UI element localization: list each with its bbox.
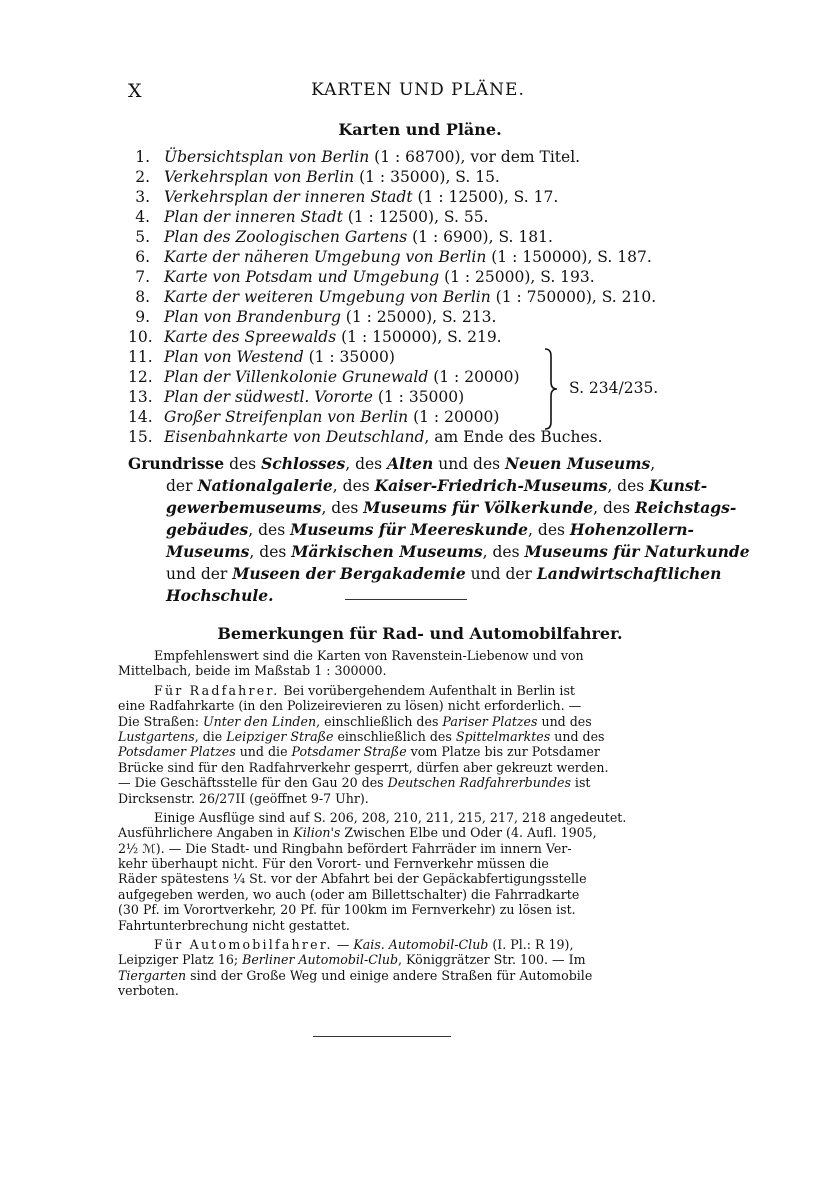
map-detail: (1 : 150000), S. 219.: [336, 328, 502, 346]
text-line: [118, 760, 702, 775]
map-detail: (1 : 68700), vor dem Titel.: [369, 148, 581, 166]
text-run: gebäudes: [166, 520, 249, 539]
text-run: und die: [235, 744, 292, 760]
item-number: 3.: [135, 188, 150, 206]
text-run: (30 Pf. im Vorortverkehr, 20 Pf. für 100km im Fernverkehr) zu lösen ist.: [118, 902, 576, 918]
map-detail: (1 : 20000): [408, 408, 500, 426]
text-run: Empfehlenswert sind die Karten von Ravenstein-Liebenow und von: [154, 648, 584, 663]
map-list-item: [128, 407, 708, 427]
map-list-item: [128, 187, 708, 207]
text-run: des: [224, 455, 262, 473]
text-run: , einschließlich des: [316, 713, 443, 729]
map-list-item: [128, 207, 708, 227]
text-line: [118, 902, 702, 917]
map-list-item: [128, 427, 708, 447]
map-detail: (1 : 25000), S. 213.: [340, 308, 497, 326]
map-name: Verkehrsplan der inneren Stadt: [164, 188, 413, 206]
text-run: ist: [570, 775, 591, 791]
map-detail: (1 : 35000): [303, 348, 395, 366]
text-run: Die Straßen:: [118, 713, 204, 729]
map-detail: (1 : 6900), S. 181.: [407, 228, 553, 246]
map-list-item: [128, 347, 708, 367]
text-run: Museums: [166, 542, 250, 561]
text-run: , des: [321, 499, 364, 517]
text-line: [128, 563, 722, 585]
text-run: Museums für Meereskunde: [290, 520, 529, 539]
text-run: Berliner Automobil-Club: [242, 952, 399, 968]
section-divider: [345, 599, 467, 600]
map-detail: (1 : 750000), S. 210.: [490, 288, 657, 306]
map-name: Plan von Westend: [164, 348, 304, 366]
item-text: [164, 187, 558, 207]
item-text: [164, 147, 580, 167]
map-name: Übersichtsplan von Berlin: [164, 148, 370, 166]
item-number: 5.: [135, 228, 150, 246]
text-run: und des: [537, 713, 592, 729]
text-run: Potsdamer Platzes: [118, 744, 236, 760]
text-run: Hohenzollern-: [569, 520, 694, 539]
text-run: und des: [433, 455, 506, 473]
item-number: 11.: [128, 348, 153, 366]
remarks-section-title: Bemerkungen für Rad- und Automobilfahrer.: [217, 624, 623, 643]
running-head: [128, 80, 708, 104]
text-run: Mittelbach, beide im Maßstab 1 : 300000.: [118, 663, 387, 679]
text-run: Schlosses: [261, 454, 346, 473]
text-run: Museen der Bergakademie: [232, 564, 466, 583]
text-run: Nationalgalerie: [197, 476, 333, 495]
text-run: , des: [528, 521, 570, 539]
text-run: Reichstags-: [635, 498, 737, 517]
map-list-item: [128, 267, 708, 287]
text-run: Neuen Museums: [505, 454, 651, 473]
item-text: [164, 167, 500, 187]
text-run: und der: [166, 565, 233, 583]
text-run: gewerbemuseums: [166, 498, 322, 517]
text-run: Grundrisse: [128, 454, 225, 473]
map-name: Karte der weiteren Umgebung von Berlin: [164, 288, 491, 306]
item-number: 14.: [128, 408, 153, 426]
text-line: [128, 519, 703, 541]
text-run: Fahrtunterbrechung nicht gestattet.: [118, 917, 350, 933]
text-run: Lustgartens: [118, 728, 195, 744]
text-line: [118, 968, 702, 983]
text-line: [118, 729, 702, 744]
map-name: Plan der südwestl. Vororte: [164, 388, 373, 406]
text-line: [118, 791, 702, 806]
item-number: 6.: [135, 248, 150, 266]
text-run: Märkischen Museums: [291, 542, 483, 561]
text-line: [118, 871, 702, 886]
text-run: Pariser Platzes: [442, 713, 538, 729]
text-line: [118, 714, 702, 729]
text-line: [128, 453, 703, 475]
item-text: [164, 387, 464, 407]
text-run: einschließlich des: [333, 728, 456, 744]
text-run: Landwirtschaftlichen: [536, 564, 722, 583]
map-list-item: [128, 307, 708, 327]
map-detail: (1 : 20000): [428, 368, 520, 386]
text-run: Kais. Automobil-Club: [353, 937, 489, 953]
item-text: [164, 347, 395, 367]
text-line: [128, 541, 750, 563]
text-run: Zwischen Elbe und Oder (4. Aufl. 1905,: [340, 825, 597, 841]
text-run: — Die Geschäftsstelle für den Gau 20 des: [118, 775, 388, 791]
text-run: Deutschen Radfahrerbundes: [387, 775, 571, 791]
text-run: sind der Große Weg und einige andere Straßen für Automobile: [186, 967, 593, 983]
text-run: Hochschule.: [166, 586, 274, 605]
text-line: [118, 810, 702, 825]
text-run: 2½ ℳ). — Die Stadt- und Ringbahn befördert Fahrräder im innern Ver-: [118, 840, 572, 856]
map-detail: (1 : 150000), S. 187.: [486, 248, 652, 266]
text-run: , des: [345, 455, 388, 473]
item-text: [164, 227, 553, 247]
group-page-ref: S. 234/235.: [569, 379, 659, 397]
text-run: eine Radfahrkarte (in den Polizeirevieren zu lösen) nicht erforderlich. —: [118, 698, 582, 714]
map-name: Verkehrsplan von Berlin: [164, 168, 355, 186]
running-title: KARTEN UND PLÄNE.: [311, 80, 525, 100]
map-name: Eisenbahnkarte von Deutschland: [164, 428, 425, 446]
text-run: Kaiser-Friedrich-Museums: [374, 476, 608, 495]
map-name: Plan des Zoologischen Gartens: [164, 228, 408, 246]
text-run: , des: [482, 543, 525, 561]
map-name: Plan der Villenkolonie Grunewald: [164, 368, 429, 386]
map-list-item: [128, 147, 708, 167]
text-run: , Königgrätzer Str. 100. — Im: [398, 952, 586, 968]
text-run: Ausführlichere Angaben in: [118, 825, 294, 841]
map-list-item: [128, 167, 708, 187]
text-line: [128, 585, 703, 607]
map-list: [128, 147, 708, 447]
item-text: [164, 407, 499, 427]
floor-plans-paragraph: [128, 453, 750, 607]
text-run: Potsdamer Straße: [291, 744, 407, 760]
text-line: [118, 698, 702, 713]
text-run: ,: [650, 455, 656, 473]
text-line: [118, 918, 702, 933]
item-number: 13.: [128, 388, 153, 406]
page-number: X: [128, 80, 142, 102]
text-run: aufgegeben werden, wo auch (oder am Billettschalter) die Fahrradkarte: [118, 886, 580, 902]
text-line: [118, 663, 702, 678]
map-list-item: [128, 287, 708, 307]
text-line: [118, 744, 702, 759]
item-text: [164, 247, 652, 267]
map-list-item: [128, 227, 708, 247]
group-brace: [542, 348, 562, 430]
text-run: Leipziger Straße: [226, 728, 334, 744]
map-name: Plan von Brandenburg: [164, 308, 341, 326]
map-name: Plan der inneren Stadt: [164, 208, 343, 226]
text-run: und des: [550, 728, 605, 744]
text-run: , die: [194, 728, 227, 744]
maps-section-title: Karten und Pläne.: [338, 120, 502, 139]
item-number: 15.: [128, 428, 153, 446]
item-number: 4.: [135, 208, 150, 226]
text-run: Spittelmarktes: [455, 728, 551, 744]
text-line: [128, 497, 737, 519]
text-run: Dircksenstr. 26/27II (geöffnet 9-7 Uhr).: [118, 790, 369, 806]
text-run: , des: [249, 543, 292, 561]
text-run: Bei vorübergehendem Aufenthalt in Berlin ist: [279, 682, 575, 698]
text-run: der: [166, 477, 198, 495]
item-text: [164, 367, 520, 387]
text-run: , des: [607, 477, 650, 495]
map-name: Karte der näheren Umgebung von Berlin: [164, 248, 487, 266]
text-run: Tiergarten: [118, 967, 187, 983]
text-run: verboten.: [118, 983, 179, 999]
text-line: [118, 937, 702, 952]
text-run: kehr überhaupt nicht. Für den Vorort- und Fernverkehr müssen die: [118, 856, 549, 872]
item-text: [164, 207, 489, 227]
item-text: [164, 267, 595, 287]
text-line: [118, 983, 702, 998]
item-number: 7.: [135, 268, 150, 286]
text-run: Für Automobilfahrer.: [154, 937, 333, 953]
text-run: —: [332, 937, 354, 953]
text-line: [128, 475, 708, 497]
text-run: Unter den Linden: [203, 713, 317, 729]
text-line: [118, 887, 702, 902]
map-detail: , am Ende des Buches.: [424, 428, 603, 446]
text-line: [118, 856, 702, 871]
text-run: Museums für Völkerkunde: [363, 498, 594, 517]
text-run: und der: [465, 565, 537, 583]
text-line: [118, 825, 702, 840]
item-number: 1.: [135, 148, 150, 166]
text-run: (I. Pl.: R 19),: [488, 937, 574, 953]
remarks-text: [118, 648, 702, 999]
map-detail: (1 : 25000), S. 193.: [439, 268, 595, 286]
text-run: Alten: [387, 454, 434, 473]
map-name: Großer Streifenplan von Berlin: [164, 408, 409, 426]
item-number: 12.: [128, 368, 153, 386]
text-run: , des: [593, 499, 636, 517]
item-number: 2.: [135, 168, 150, 186]
text-run: Kilion's: [293, 825, 341, 841]
text-run: Für Radfahrer.: [154, 682, 280, 698]
item-number: 9.: [135, 308, 150, 326]
item-number: 8.: [135, 288, 150, 306]
item-number: 10.: [128, 328, 153, 346]
map-detail: (1 : 12500), S. 17.: [412, 188, 559, 206]
text-run: Räder spätestens ¼ St. vor der Abfahrt bei der Gepäckabfertigungsstelle: [118, 871, 587, 887]
map-list-item: [128, 247, 708, 267]
item-text: [164, 327, 502, 347]
item-text: [164, 307, 496, 327]
text-run: Einige Ausflüge sind auf S. 206, 208, 210, 211, 215, 217, 218 angedeutet.: [154, 809, 627, 825]
text-line: [118, 775, 702, 790]
item-text: [164, 287, 656, 307]
text-run: , des: [332, 477, 375, 495]
text-line: [118, 841, 702, 856]
map-detail: (1 : 35000): [372, 388, 465, 406]
text-run: Brücke sind für den Radfahrverkehr gesperrt, dürfen aber gekreuzt werden.: [118, 759, 609, 775]
text-run: , des: [248, 521, 291, 539]
text-run: Museums für Naturkunde: [524, 542, 750, 561]
map-detail: (1 : 35000), S. 15.: [354, 168, 500, 186]
item-text: [164, 427, 603, 447]
map-name: Karte des Spreewalds: [164, 328, 337, 346]
text-run: vom Platze bis zur Potsdamer: [406, 744, 600, 760]
text-line: [118, 648, 702, 663]
map-detail: (1 : 12500), S. 55.: [342, 208, 489, 226]
text-line: [118, 683, 702, 698]
text-run: Leipziger Platz 16;: [118, 952, 243, 968]
text-line: [118, 952, 702, 967]
map-name: Karte von Potsdam und Umgebung: [164, 268, 440, 286]
end-divider: [313, 1036, 451, 1037]
text-run: Kunst-: [649, 476, 708, 495]
map-list-item: [128, 327, 708, 347]
